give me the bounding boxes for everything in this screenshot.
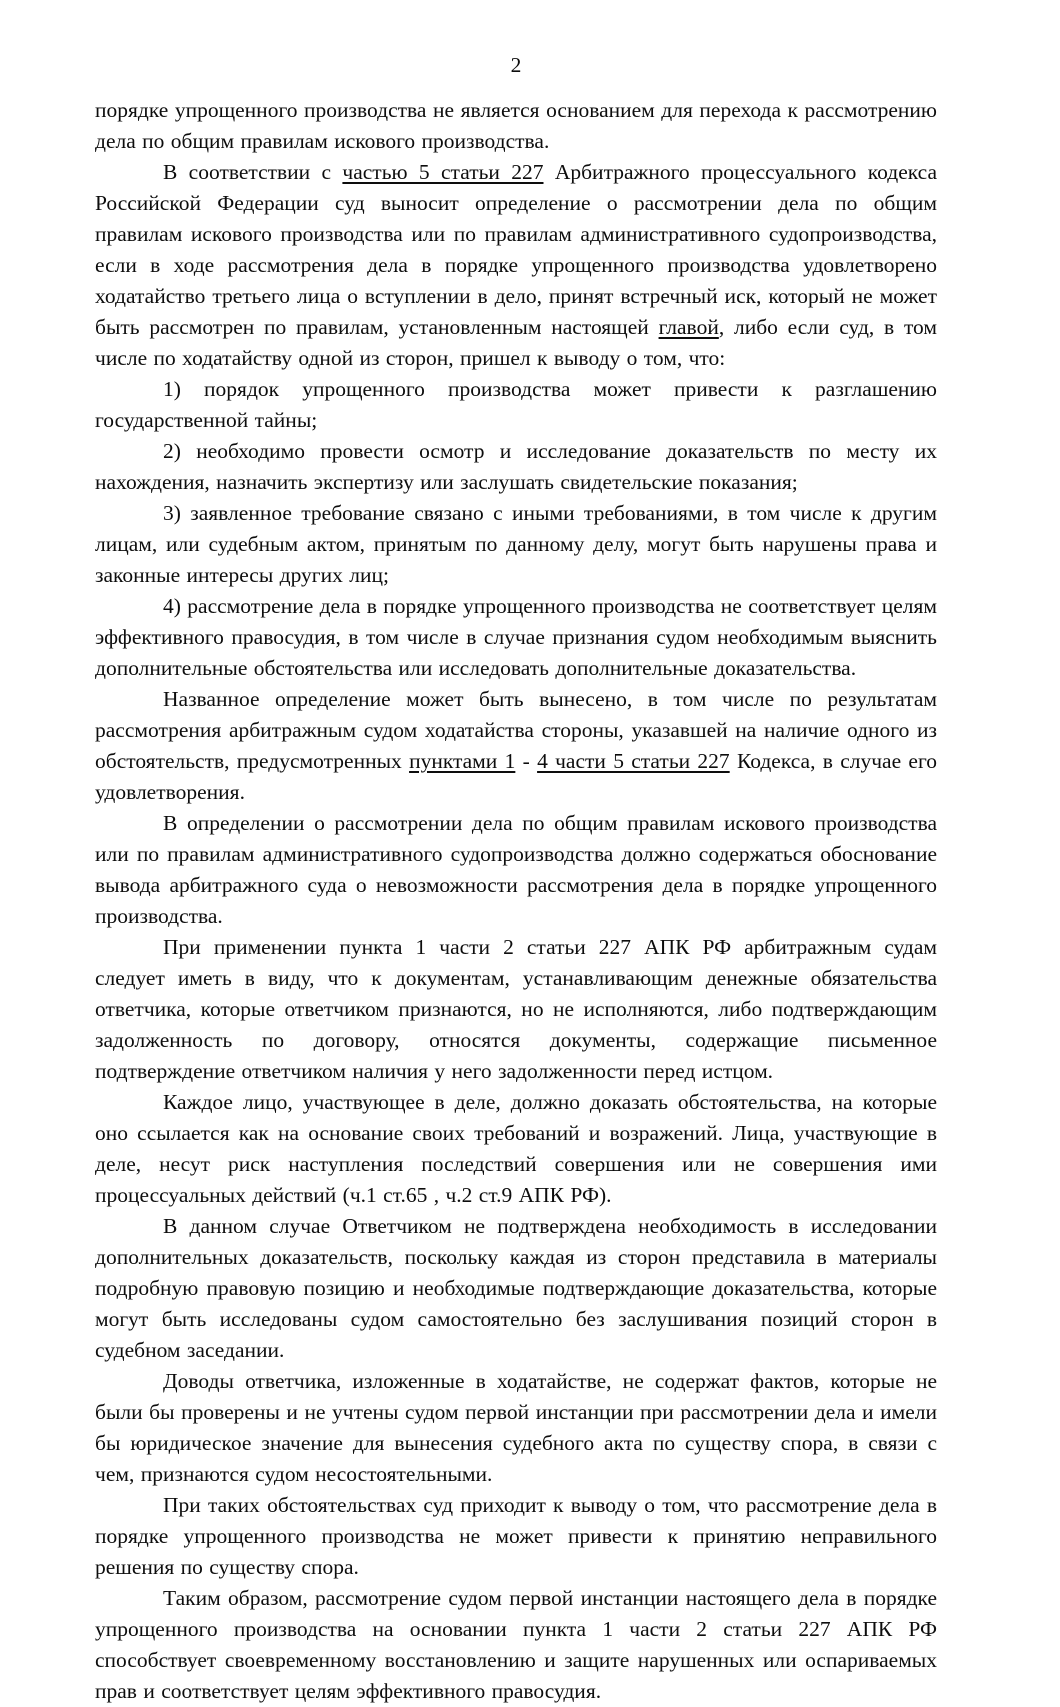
underlined-text: главой — [658, 315, 719, 339]
text-run: 4) рассмотрение дела в порядке упрощенного производства не соответствует целям эффективного правосудия, в том числе в случае признания судом необходимым выяснить дополнительные обстоятельства или исследовать дополнительные доказательства. — [95, 594, 937, 680]
underlined-text: 4 части 5 статьи 227 — [537, 749, 730, 773]
document-body — [95, 95, 937, 1707]
text-run: , либо если суд, в том числе по ходатайству одной из сторон, пришел к выводу о том, что: — [95, 315, 937, 370]
text-run: 1) порядок упрощенного производства может привести к разглашению государственной тайны; — [95, 377, 937, 432]
paragraph — [95, 498, 937, 591]
paragraph — [95, 1583, 937, 1707]
paragraph — [95, 436, 937, 498]
page-number: 2 — [510, 53, 522, 77]
text-run: Арбитражного процессуального кодекса Российской Федерации суд выносит определение о рассмотрении дела по общим правилам искового производства или по правилам административного судопроизводства, если в ходе рассмотрения дела в порядке упрощенного производства удовлетворено ходатайство третьего лица о вступлении в дело, принят встречный иск, который не может быть рассмотрен по правилам, установленным настоящей — [95, 160, 937, 339]
paragraph — [95, 1366, 937, 1490]
text-run: При таких обстоятельствах суд приходит к выводу о том, что рассмотрение дела в порядке упрощенного производства не может привести к принятию неправильного решения по существу спора. — [95, 1493, 937, 1579]
paragraph — [95, 1211, 937, 1366]
text-run: В соответствии с — [163, 160, 343, 184]
text-run: В данном случае Ответчиком не подтверждена необходимость в исследовании дополнительных доказательств, поскольку каждая из сторон представила в материалы подробную правовую позицию и необходимые подтверждающие доказательства, которые могут быть исследованы судом самостоятельно без заслушивания позиций сторон в судебном заседании. — [95, 1214, 937, 1362]
underlined-text: пунктами 1 — [409, 749, 516, 773]
text-run: В определении о рассмотрении дела по общим правилам искового производства или по правилам административного судопроизводства должно содержаться обоснование вывода арбитражного суда о невозможности рассмотрения дела в порядке упрощенного производства. — [95, 811, 937, 928]
paragraph — [95, 1490, 937, 1583]
text-run: Кодекса, в случае его удовлетворения. — [95, 749, 937, 804]
paragraph — [95, 374, 937, 436]
text-run: Таким образом, рассмотрение судом первой инстанции настоящего дела в порядке упрощенного производства на основании пункта 1 части 2 статьи 227 АПК РФ способствует своевременному восстановлению и защите нарушенных или оспариваемых прав и соответствует целям эффективного правосудия. — [95, 1586, 937, 1703]
underlined-text: частью 5 статьи 227 — [342, 160, 544, 184]
paragraph — [95, 95, 937, 157]
paragraph — [95, 591, 937, 684]
text-run: 3) заявленное требование связано с иными требованиями, в том числе к другим лицам, или судебным актом, принятым по данному делу, могут быть нарушены права и законные интересы других лиц; — [95, 501, 937, 587]
paragraph — [95, 1087, 937, 1211]
paragraph — [95, 157, 937, 374]
text-run: Названное определение может быть вынесено, в том числе по результатам рассмотрения арбитражным судом ходатайства стороны, указавшей на наличие одного из обстоятельств, предусмотренных — [95, 687, 937, 773]
text-run: Доводы ответчика, изложенные в ходатайстве, не содержат фактов, которые не были бы проверены и не учтены судом первой инстанции при рассмотрении дела и имели бы юридическое значение для вынесения судебного акта по существу спора, в связи с чем, признаются судом несостоятельными. — [95, 1369, 937, 1486]
text-run: Каждое лицо, участвующее в деле, должно доказать обстоятельства, на которые оно ссылается как на основание своих требований и возражений. Лица, участвующие в деле, несут риск наступления последствий совершения или не совершения ими процессуальных действий (ч.1 ст.65 , ч.2 ст.9 АПК РФ). — [95, 1090, 937, 1207]
text-run: порядке упрощенного производства не является основанием для перехода к рассмотрению дела по общим правилам искового производства. — [95, 98, 937, 153]
text-run: - — [515, 749, 538, 773]
paragraph — [95, 808, 937, 932]
paragraph — [95, 932, 937, 1087]
paragraph — [95, 684, 937, 808]
text-run: 2) необходимо провести осмотр и исследование доказательств по месту их нахождения, назначить экспертизу или заслушать свидетельские показания; — [95, 439, 937, 494]
text-run: При применении пункта 1 части 2 статьи 227 АПК РФ арбитражным судам следует иметь в виду, что к документам, устанавливающим денежные обязательства ответчика, которые ответчиком признаются, но не исполняются, либо подтверждающим задолженность по договору, относятся документы, содержащие письменное подтверждение ответчиком наличия у него задолженности перед истцом. — [95, 935, 937, 1083]
